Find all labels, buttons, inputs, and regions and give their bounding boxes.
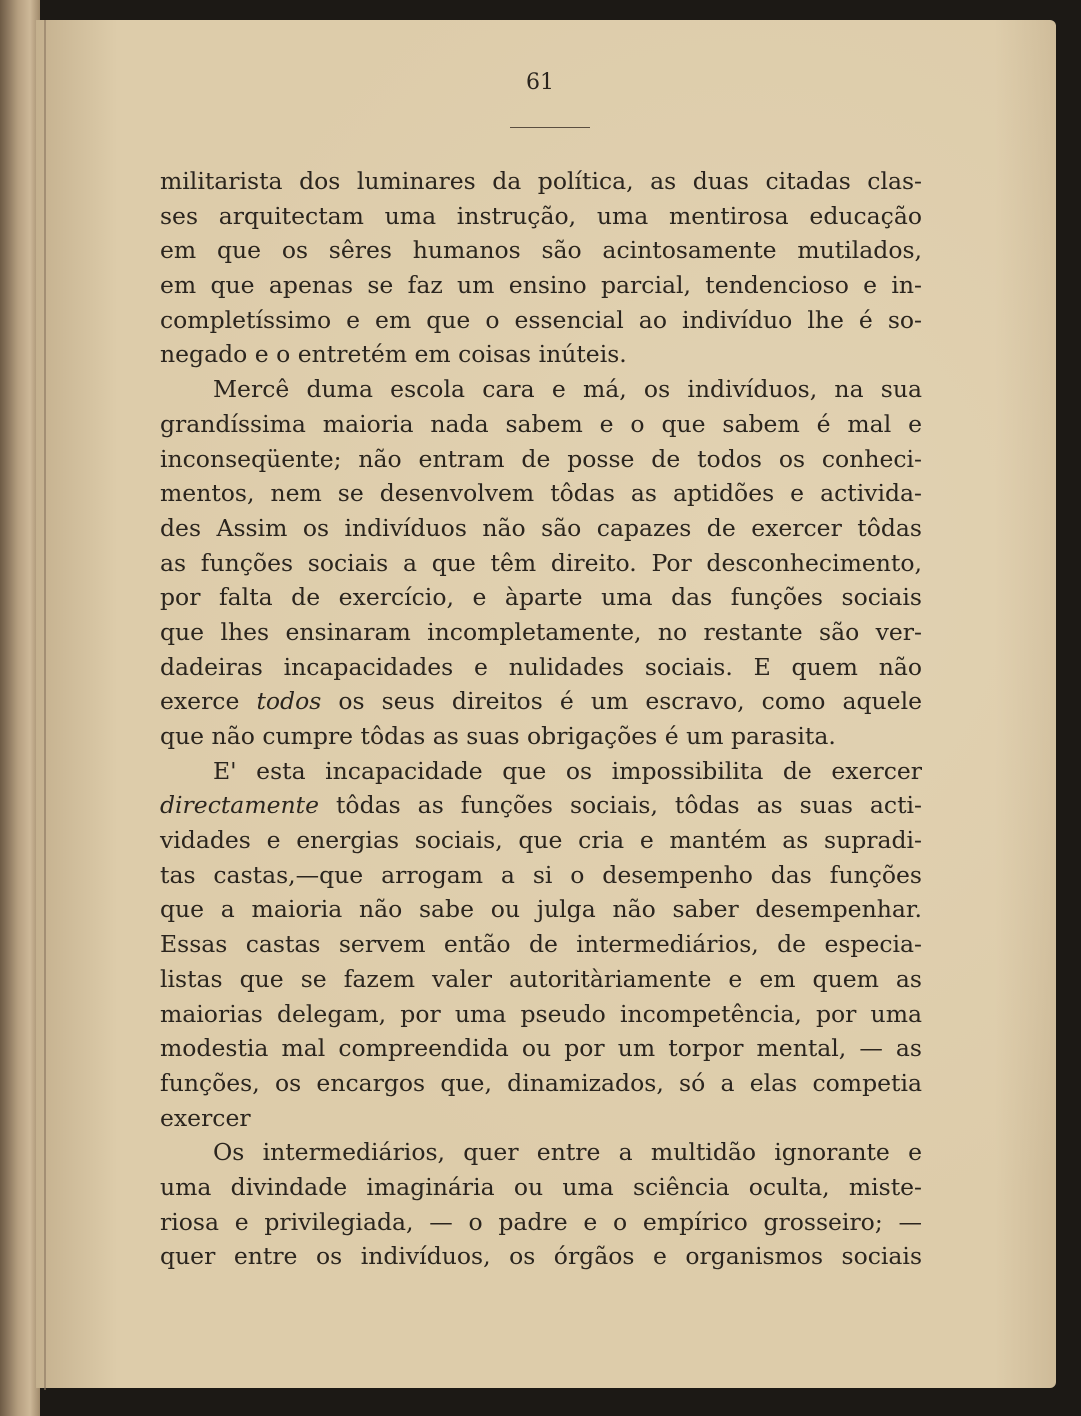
text-segment: exerce xyxy=(160,687,257,716)
text-line xyxy=(160,788,922,823)
text-line: militarista dos luminares da política, as duas citadas clas- xyxy=(160,167,922,195)
book-spine xyxy=(0,0,40,1416)
text-line: que não cumpre tôdas as suas obrigações é um parasita. xyxy=(160,722,836,750)
text-segment: os seus direitos é um escravo, como aquele xyxy=(321,687,922,716)
text-line: maiorias delegam, por uma pseudo incompetência, por uma xyxy=(160,999,922,1028)
text-line: que lhes ensinaram incompletamente, no restante são ver- xyxy=(160,617,922,646)
header-rule xyxy=(510,127,590,128)
text-line: por falta de exercício, e àparte uma das funções sociais xyxy=(160,583,922,612)
text-line: vidades e energias sociais, que cria e mantém as supradi- xyxy=(160,826,922,855)
text-line: as funções sociais a que têm direito. Por desconhecimento, xyxy=(160,548,922,577)
text-line: Os intermediários, quer entre a multidão ignorante e xyxy=(213,1138,922,1167)
text-line: completíssimo e em que o essencial ao indivíduo lhe é so- xyxy=(160,305,922,334)
text-line: em que os sêres humanos são acintosamente mutilados, xyxy=(160,236,922,265)
text-line: quer entre os indivíduos, os órgãos e organismos sociais xyxy=(160,1242,922,1271)
text-line: funções, os encargos que, dinamizados, só a elas competia xyxy=(160,1068,922,1097)
text-line: uma divindade imaginária ou uma sciência oculta, miste- xyxy=(160,1172,922,1201)
text-line: modestia mal compreendida ou por um torpor mental, — as xyxy=(160,1034,922,1063)
text-line: Essas castas servem então de intermediários, de especia- xyxy=(160,930,922,959)
text-line: que a maioria não sabe ou julga não saber desempenhar. xyxy=(160,895,922,924)
body-text xyxy=(160,164,922,1274)
text-line: dadeiras incapacidades e nulidades sociais. E quem não xyxy=(160,652,922,681)
text-line: em que apenas se faz um ensino parcial, tendencioso e in- xyxy=(160,271,922,300)
page-number: 61 xyxy=(526,70,554,95)
text-line: grandíssima maioria nada sabem e o que sabem é mal e xyxy=(160,409,922,438)
text-segment: tôdas as funções sociais, tôdas as suas acti- xyxy=(319,791,922,820)
text-line: inconseqüente; não entram de posse de todos os conheci- xyxy=(160,444,922,473)
gutter-line xyxy=(44,20,46,1390)
text-line xyxy=(160,684,922,719)
text-line: listas que se fazem valer autoritàriamente e em quem as xyxy=(160,964,922,993)
text-line: exercer xyxy=(160,1103,251,1132)
text-line: riosa e privilegiada, — o padre e o empírico grosseiro; — xyxy=(160,1207,922,1236)
text-line: des Assim os indivíduos não são capazes de exercer tôdas xyxy=(160,513,922,542)
text-line: negado e o entretém em coisas inúteis. xyxy=(160,340,627,369)
text-line: ses arquitectam uma instrução, uma mentirosa educação xyxy=(160,201,922,230)
text-line: Mercê duma escola cara e má, os indivíduos, na sua xyxy=(213,375,922,404)
text-line: tas castas,—que arrogam a si o desempenho das funções xyxy=(160,860,922,889)
text-line: mentos, nem se desenvolvem tôdas as aptidões e activida- xyxy=(160,479,922,508)
emphasis: directamente xyxy=(160,791,319,820)
text-line: E' esta incapacidade que os impossibilita de exercer xyxy=(213,756,922,785)
emphasis: todos xyxy=(256,687,322,716)
